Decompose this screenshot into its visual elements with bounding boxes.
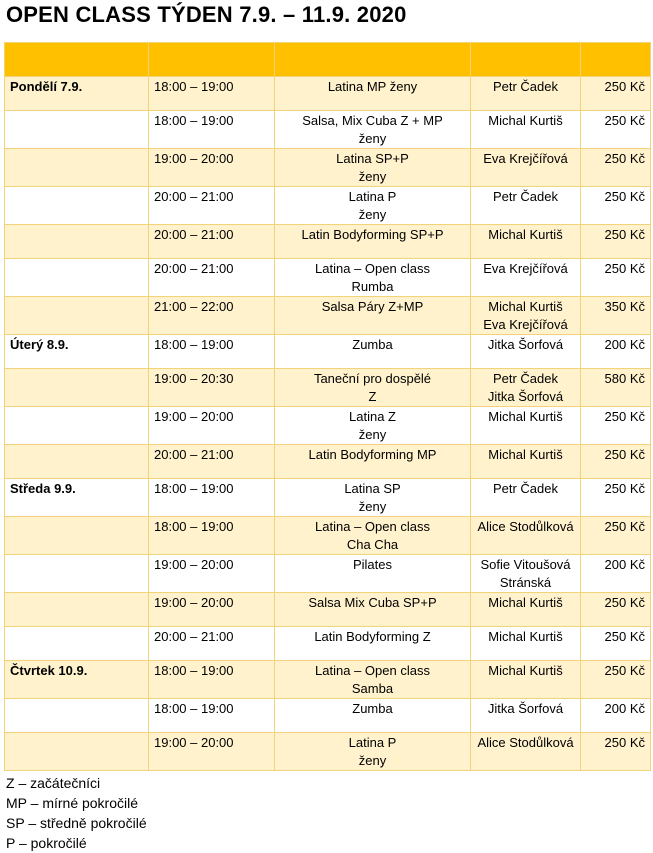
instructor-cell [471,225,581,259]
time-cell [149,297,275,335]
time-cell-line: 19:00 – 20:00 [154,735,234,750]
price-cell [581,661,651,699]
instructor-cell [471,297,581,335]
class-cell [275,627,471,661]
price-cell-line: 250 Kč [604,447,645,462]
class-cell-line: Salsa Mix Cuba SP+P [308,595,437,610]
class-cell [275,225,471,259]
price-cell [581,111,651,149]
price-cell-line: 350 Kč [604,299,645,314]
instructor-cell-line: Michal Kurtiš [488,663,563,678]
time-cell [149,479,275,517]
class-cell [275,699,471,733]
price-cell-line: 250 Kč [604,79,645,94]
instructor-cell-line: Eva Krejčířová [483,151,568,166]
legend-item: P – pokročilé [6,835,87,851]
price-cell [581,593,651,627]
time-cell [149,627,275,661]
class-cell-line: ženy [358,207,387,222]
table-row [5,733,651,771]
instructor-cell [471,77,581,111]
instructor-cell-line: Michal Kurtiš [488,595,563,610]
day-cell [5,555,149,593]
class-cell-line: Latina – Open class [315,261,430,276]
instructor-cell [471,369,581,407]
instructor-cell [471,517,581,555]
instructor-cell-line: Petr Čadek [492,481,559,496]
instructor-cell [471,259,581,297]
class-cell [275,407,471,445]
price-cell-line: 250 Kč [604,663,645,678]
instructor-cell [471,555,581,593]
instructor-cell [471,445,581,479]
instructor-cell-line: Jitka Šorfová [487,389,564,404]
class-cell-line: ženy [358,169,387,184]
instructor-cell [471,335,581,369]
class-cell [275,149,471,187]
time-cell-line: 19:00 – 20:30 [154,371,234,386]
time-cell-line: 18:00 – 19:00 [154,337,234,352]
time-cell [149,111,275,149]
day-cell [5,517,149,555]
price-cell [581,297,651,335]
instructor-cell [471,149,581,187]
time-cell-line: 20:00 – 21:00 [154,629,234,644]
class-cell [275,661,471,699]
instructor-cell [471,661,581,699]
time-cell-line: 20:00 – 21:00 [154,447,234,462]
class-cell-line: Latina SP [344,481,401,496]
table-row [5,187,651,225]
class-cell-line: Zumba [352,701,393,716]
price-cell [581,445,651,479]
time-cell-line: 20:00 – 21:00 [154,227,234,242]
time-cell-line: 19:00 – 20:00 [154,557,234,572]
header-cell [149,43,275,77]
class-cell-line: Zumba [352,337,393,352]
price-cell-line: 250 Kč [604,735,645,750]
table-row [5,111,651,149]
price-cell [581,479,651,517]
time-cell [149,187,275,225]
table-row [5,699,651,733]
class-cell [275,297,471,335]
price-cell-line: 250 Kč [604,151,645,166]
price-cell-line: 250 Kč [604,409,645,424]
price-cell-line: 200 Kč [604,701,645,716]
instructor-cell-line: Michal Kurtiš [488,113,563,128]
instructor-cell [471,407,581,445]
day-cell [5,627,149,661]
instructor-cell [471,593,581,627]
schedule-table [4,42,651,771]
class-cell-line: Latina Z [349,409,396,424]
time-cell [149,517,275,555]
time-cell [149,661,275,699]
instructor-cell-line: Michal Kurtiš [488,227,563,242]
price-cell [581,149,651,187]
time-cell-line: 21:00 – 22:00 [154,299,234,314]
class-cell-line: Latina – Open class [315,663,430,678]
instructor-cell-line: Jitka Šorfová [487,701,564,716]
day-cell-line: Čtvrtek 10.9. [10,663,88,678]
instructor-cell-line: Eva Krejčířová [483,261,568,276]
legend-item: MP – mírné pokročilé [6,795,139,811]
price-cell-line: 250 Kč [604,113,645,128]
class-cell-line: Latina SP+P [336,151,409,166]
table-row [5,335,651,369]
time-cell-line: 18:00 – 19:00 [154,519,234,534]
day-cell [5,149,149,187]
instructor-cell [471,627,581,661]
price-cell-line: 250 Kč [604,481,645,496]
day-cell-line: Úterý 8.9. [10,337,69,352]
instructor-cell [471,111,581,149]
price-cell-line: 200 Kč [604,337,645,352]
day-cell [5,369,149,407]
class-cell [275,593,471,627]
class-cell-line: Samba [351,681,394,696]
table-row [5,479,651,517]
price-cell [581,627,651,661]
day-cell [5,111,149,149]
class-cell-line: Latin Bodyforming Z [314,629,431,644]
class-cell [275,187,471,225]
price-cell [581,733,651,771]
class-cell-line: ženy [358,131,387,146]
day-cell [5,593,149,627]
class-cell-line: Latina P [348,189,397,204]
time-cell-line: 18:00 – 19:00 [154,481,234,496]
table-row [5,297,651,335]
class-cell [275,555,471,593]
instructor-cell-line: Michal Kurtiš [488,299,563,314]
class-cell-line: Salsa Páry Z+MP [321,299,424,314]
time-cell [149,445,275,479]
time-cell-line: 19:00 – 20:00 [154,409,234,424]
class-cell [275,77,471,111]
instructor-cell [471,479,581,517]
table-row [5,445,651,479]
instructor-cell [471,733,581,771]
instructor-cell-line: Michal Kurtiš [488,409,563,424]
class-cell-line: Latin Bodyforming SP+P [301,227,444,242]
time-cell-line: 18:00 – 19:00 [154,701,234,716]
instructor-cell-line: Michal Kurtiš [488,629,563,644]
time-cell [149,225,275,259]
day-cell [5,297,149,335]
time-cell [149,335,275,369]
class-cell [275,733,471,771]
table-row [5,627,651,661]
price-cell [581,259,651,297]
instructor-cell-line: Eva Krejčířová [483,317,568,332]
class-cell [275,445,471,479]
page-title: OPEN CLASS TÝDEN 7.9. – 11.9. 2020 [6,2,407,27]
instructor-cell [471,699,581,733]
time-cell-line: 19:00 – 20:00 [154,595,234,610]
time-cell [149,593,275,627]
time-cell-line: 20:00 – 21:00 [154,189,234,204]
price-cell-line: 250 Kč [604,189,645,204]
class-cell [275,335,471,369]
header-cell [581,43,651,77]
class-cell [275,517,471,555]
instructor-cell-line: Petr Čadek [492,371,559,386]
level-legend [6,773,147,853]
day-cell [5,445,149,479]
time-cell [149,407,275,445]
instructor-cell-line: Petr Čadek [492,189,559,204]
table-row [5,517,651,555]
price-cell [581,517,651,555]
price-cell [581,699,651,733]
class-cell [275,369,471,407]
instructor-cell-line: Michal Kurtiš [488,447,563,462]
price-cell-line: 250 Kč [604,261,645,276]
day-cell [5,479,149,517]
time-cell [149,733,275,771]
time-cell-line: 18:00 – 19:00 [154,79,234,94]
day-cell-line: Pondělí 7.9. [10,79,83,94]
price-cell-line: 200 Kč [604,557,645,572]
price-cell [581,225,651,259]
time-cell-line: 19:00 – 20:00 [154,151,234,166]
class-cell-line: Latina – Open class [315,519,430,534]
table-row [5,555,651,593]
class-cell-line: ženy [358,753,387,768]
table-row [5,225,651,259]
class-cell-line: ženy [358,427,387,442]
price-cell [581,369,651,407]
instructor-cell-line: Jitka Šorfová [487,337,564,352]
time-cell-line: 20:00 – 21:00 [154,261,234,276]
class-cell-line: ženy [358,499,387,514]
price-cell-line: 250 Kč [604,629,645,644]
class-cell-line: Pilates [352,557,393,572]
class-cell-line: Salsa, Mix Cuba Z + MP [302,113,443,128]
table-row [5,369,651,407]
table-row [5,407,651,445]
day-cell [5,699,149,733]
time-cell-line: 18:00 – 19:00 [154,663,234,678]
legend-item: Z – začátečníci [6,775,101,791]
instructor-cell [471,187,581,225]
instructor-cell-line: Petr Čadek [492,79,559,94]
price-cell-line: 250 Kč [604,595,645,610]
day-cell [5,733,149,771]
price-cell [581,187,651,225]
day-cell [5,259,149,297]
day-cell [5,335,149,369]
table-header-row [5,43,651,77]
time-cell [149,77,275,111]
day-cell [5,407,149,445]
time-cell [149,149,275,187]
class-cell-line: Latina MP ženy [327,79,418,94]
table-row [5,77,651,111]
instructor-cell-line: Sofie Vitoušová [480,557,571,572]
class-cell [275,111,471,149]
header-cell [5,43,149,77]
table-row [5,149,651,187]
class-cell [275,259,471,297]
class-cell [275,479,471,517]
class-cell-line: Cha Cha [346,537,399,552]
class-cell-line: Z [368,389,377,404]
header-cell [275,43,471,77]
price-cell-line: 250 Kč [604,227,645,242]
price-cell [581,407,651,445]
legend-item: SP – středně pokročilé [6,815,147,831]
day-cell [5,77,149,111]
instructor-cell-line: Alice Stodůlková [477,735,574,750]
class-cell-line: Taneční pro dospělé [313,371,432,386]
header-cell [471,43,581,77]
price-cell-line: 580 Kč [604,371,645,386]
price-cell [581,555,651,593]
price-cell [581,335,651,369]
instructor-cell-line: Alice Stodůlková [477,519,574,534]
table-row [5,593,651,627]
price-cell-line: 250 Kč [604,519,645,534]
time-cell-line: 18:00 – 19:00 [154,113,234,128]
price-cell [581,77,651,111]
time-cell [149,699,275,733]
day-cell [5,661,149,699]
day-cell [5,225,149,259]
class-cell-line: Latin Bodyforming MP [308,447,437,462]
time-cell [149,369,275,407]
table-row [5,661,651,699]
day-cell-line: Středa 9.9. [10,481,76,496]
instructor-cell-line: Stránská [499,575,552,590]
class-cell-line: Rumba [351,279,394,294]
class-cell-line: Latina P [348,735,397,750]
time-cell [149,555,275,593]
time-cell [149,259,275,297]
day-cell [5,187,149,225]
table-row [5,259,651,297]
